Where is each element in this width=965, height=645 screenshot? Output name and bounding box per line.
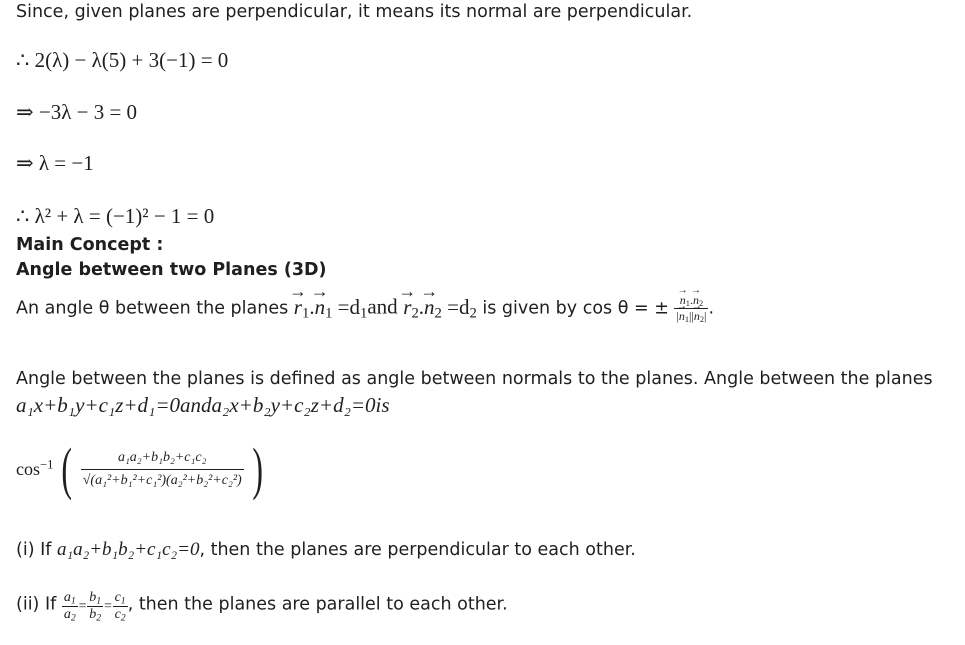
cos-denominator: (a₁²+b₁²+c₁²)(a₂²+b₂²+c₂²) <box>90 472 242 488</box>
concept-heading: Main Concept : <box>16 235 164 255</box>
case-2 <box>16 590 508 623</box>
intro-text: Since, given planes are perpendicular, it means its normal are perpendicular. <box>16 2 693 22</box>
angle-suffix: is given by cos θ = ± <box>482 298 669 319</box>
equation-4: ∴ λ² + λ = (−1)² − 1 = 0 <box>16 204 215 228</box>
cos-inverse-fraction <box>81 450 244 489</box>
and-word: and <box>367 294 398 319</box>
angle-prefix: An angle θ between the planes <box>16 298 289 319</box>
left-paren: ( <box>61 436 73 501</box>
cos-inverse-label: $\cos^{-1}$ <box>16 457 54 479</box>
concept-title: Angle between two Planes (3D) <box>16 260 327 280</box>
equation-2: ⇒ −3λ − 3 = 0 <box>16 100 138 124</box>
case-1-math: a₁a₂+b₁b₂+c₁c₂=0 <box>56 539 200 560</box>
equation-3: ⇒ λ = −1 <box>16 151 94 175</box>
plane-2-equation: → $r_2.\to n_2 =d_2$ <box>403 295 477 319</box>
cos-inverse-formula <box>16 436 267 501</box>
cos-fraction: → $\frac{n_1.\to n_2}{|\to n_1||\to n_2|}$ <box>674 293 708 324</box>
case-2-prefix: (ii) If <box>16 594 57 615</box>
case-2-math: $\frac{a_1}{a_2}$ = $\frac{b_1}{b_2}$ = $\frac{c_1}{c_2}$ <box>63 590 126 624</box>
case-2-suffix: , then the planes are parallel to each other. <box>127 594 508 615</box>
case-1 <box>16 539 636 561</box>
sqrt-sign: √ <box>82 472 91 488</box>
definition-math: a₁x+b₁y+c₁z+d₁=0anda₂x+b₂y+c₂z+d₂=0is <box>16 393 390 417</box>
case-1-prefix: (i) If <box>16 540 52 560</box>
case-1-suffix: , then the planes are perpendicular to each other. <box>199 540 636 560</box>
equation-1: ∴ 2(λ) − λ(5) + 3(−1) = 0 <box>16 48 229 72</box>
definition-text: Angle between the planes is defined as angle between normals to the planes. Angle between the planes <box>16 369 933 389</box>
angle-statement: An angle θ between the planes → $r_1.\to n_1 =d_1and \to r_2.\to n_2 =d_2$ is given by cos θ = ± → $\frac{n_1.\to n_2}{|\to n_1||\to n_2|}$ . <box>16 293 714 324</box>
cos-numerator: a₁a₂+b₁b₂+c₁c₂ <box>117 449 207 465</box>
plane-1-equation: → $r_1.\to n_1 =d_1$ <box>294 295 368 319</box>
right-paren: ) <box>252 436 263 501</box>
